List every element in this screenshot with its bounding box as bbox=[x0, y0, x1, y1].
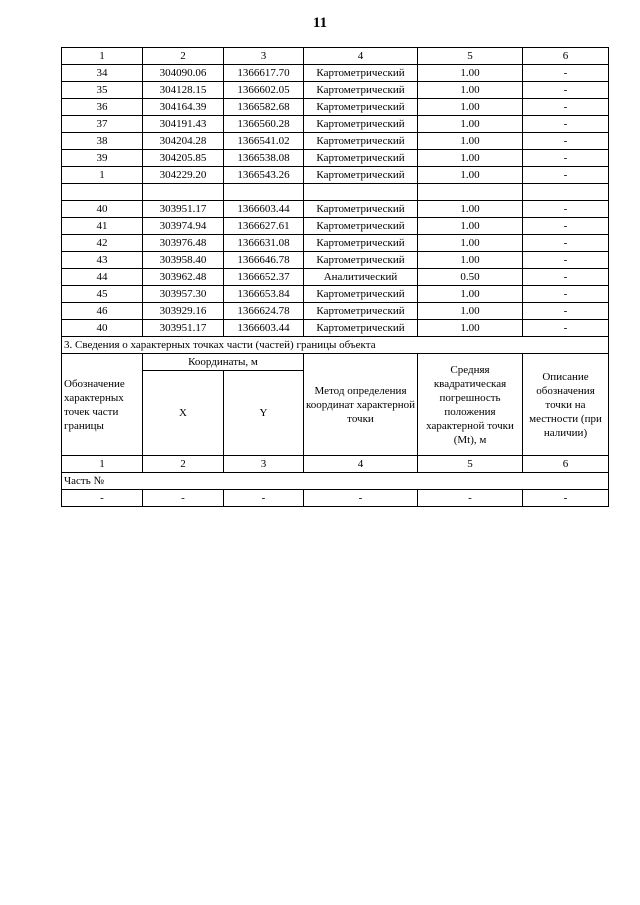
mt-value: 1.00 bbox=[418, 235, 523, 252]
blank-cell bbox=[62, 184, 143, 201]
column-number: 2 bbox=[143, 48, 224, 65]
point-number: 41 bbox=[62, 218, 143, 235]
table-row bbox=[62, 133, 609, 150]
blank-cell bbox=[523, 184, 609, 201]
coord-y: 1366582.68 bbox=[224, 99, 304, 116]
method: Картометрический bbox=[304, 252, 418, 269]
table-row bbox=[62, 269, 609, 286]
mt-value: 1.00 bbox=[418, 82, 523, 99]
description: - bbox=[523, 116, 609, 133]
description: - bbox=[523, 167, 609, 184]
point-number: 44 bbox=[62, 269, 143, 286]
description: - bbox=[523, 303, 609, 320]
column-number: 1 bbox=[62, 48, 143, 65]
coord-y: 1366543.26 bbox=[224, 167, 304, 184]
point-number: 43 bbox=[62, 252, 143, 269]
point-number: 46 bbox=[62, 303, 143, 320]
mt-value: 1.00 bbox=[418, 65, 523, 82]
column-number: 5 bbox=[418, 456, 523, 473]
mt-value: 1.00 bbox=[418, 320, 523, 337]
method: Картометрический bbox=[304, 116, 418, 133]
point-number: 38 bbox=[62, 133, 143, 150]
empty-cell: - bbox=[304, 490, 418, 507]
method: Картометрический bbox=[304, 286, 418, 303]
mt-value: 0.50 bbox=[418, 269, 523, 286]
column-number: 4 bbox=[304, 456, 418, 473]
mt-value: 1.00 bbox=[418, 133, 523, 150]
empty-cell: - bbox=[62, 490, 143, 507]
point-number: 1 bbox=[62, 167, 143, 184]
coord-x: 304205.85 bbox=[143, 150, 224, 167]
mt-value: 1.00 bbox=[418, 286, 523, 303]
coord-x: 304229.20 bbox=[143, 167, 224, 184]
table-row bbox=[62, 116, 609, 133]
column-number: 3 bbox=[224, 456, 304, 473]
blank-cell bbox=[143, 184, 224, 201]
method: Картометрический bbox=[304, 218, 418, 235]
coord-x: 303976.48 bbox=[143, 235, 224, 252]
description: - bbox=[523, 269, 609, 286]
coord-x: 303958.40 bbox=[143, 252, 224, 269]
coord-x: 303974.94 bbox=[143, 218, 224, 235]
method: Аналитический bbox=[304, 269, 418, 286]
empty-cell: - bbox=[224, 490, 304, 507]
table-row bbox=[62, 320, 609, 337]
column-number: 2 bbox=[143, 456, 224, 473]
coord-y: 1366560.28 bbox=[224, 116, 304, 133]
mt-value: 1.00 bbox=[418, 218, 523, 235]
method: Картометрический bbox=[304, 167, 418, 184]
coord-y: 1366541.02 bbox=[224, 133, 304, 150]
description: - bbox=[523, 286, 609, 303]
method: Картометрический bbox=[304, 150, 418, 167]
table-row bbox=[62, 82, 609, 99]
blank-row bbox=[62, 184, 609, 201]
mt-value: 1.00 bbox=[418, 303, 523, 320]
column-number-row bbox=[62, 48, 609, 65]
header-x: X bbox=[143, 371, 224, 456]
coord-y: 1366603.44 bbox=[224, 320, 304, 337]
description: - bbox=[523, 320, 609, 337]
table-row bbox=[62, 201, 609, 218]
column-number: 4 bbox=[304, 48, 418, 65]
coordinates-table bbox=[61, 47, 609, 507]
column-number-row-2 bbox=[62, 456, 609, 473]
column-number: 5 bbox=[418, 48, 523, 65]
empty-cell: - bbox=[143, 490, 224, 507]
coord-x: 304191.43 bbox=[143, 116, 224, 133]
mt-value: 1.00 bbox=[418, 116, 523, 133]
table-row bbox=[62, 65, 609, 82]
table-row bbox=[62, 167, 609, 184]
method: Картометрический bbox=[304, 320, 418, 337]
description: - bbox=[523, 65, 609, 82]
header-point: Обозначение характерных точек части границы bbox=[62, 354, 143, 456]
column-number: 6 bbox=[523, 48, 609, 65]
coord-y: 1366617.70 bbox=[224, 65, 304, 82]
method: Картометрический bbox=[304, 99, 418, 116]
coord-y: 1366652.37 bbox=[224, 269, 304, 286]
point-number: 34 bbox=[62, 65, 143, 82]
description: - bbox=[523, 82, 609, 99]
point-number: 39 bbox=[62, 150, 143, 167]
description: - bbox=[523, 235, 609, 252]
table-row bbox=[62, 252, 609, 269]
method: Картометрический bbox=[304, 133, 418, 150]
column-number: 3 bbox=[224, 48, 304, 65]
section-title: 3. Сведения о характерных точках части (частей) границы объекта bbox=[62, 337, 609, 354]
coord-y: 1366602.05 bbox=[224, 82, 304, 99]
description: - bbox=[523, 99, 609, 116]
coord-y: 1366603.44 bbox=[224, 201, 304, 218]
description: - bbox=[523, 201, 609, 218]
mt-value: 1.00 bbox=[418, 150, 523, 167]
coord-y: 1366653.84 bbox=[224, 286, 304, 303]
part-label: Часть № bbox=[62, 473, 609, 490]
column-number: 1 bbox=[62, 456, 143, 473]
header-mt: Средняя квадратическая погрешность положения характерной точки (Mt), м bbox=[418, 354, 523, 456]
point-number: 42 bbox=[62, 235, 143, 252]
point-number: 36 bbox=[62, 99, 143, 116]
empty-row bbox=[62, 490, 609, 507]
table-row bbox=[62, 303, 609, 320]
method: Картометрический bbox=[304, 303, 418, 320]
table-row bbox=[62, 99, 609, 116]
mt-value: 1.00 bbox=[418, 252, 523, 269]
blank-cell bbox=[224, 184, 304, 201]
coord-x: 304090.06 bbox=[143, 65, 224, 82]
point-number: 37 bbox=[62, 116, 143, 133]
part-row bbox=[62, 473, 609, 490]
header-desc: Описание обозначения точки на местности (при наличии) bbox=[523, 354, 609, 456]
coord-x: 303929.16 bbox=[143, 303, 224, 320]
coord-y: 1366538.08 bbox=[224, 150, 304, 167]
header-method: Метод определения координат характерной точки bbox=[304, 354, 418, 456]
coord-x: 304164.39 bbox=[143, 99, 224, 116]
table-row bbox=[62, 218, 609, 235]
header-row-1 bbox=[62, 354, 609, 371]
description: - bbox=[523, 133, 609, 150]
coord-x: 303957.30 bbox=[143, 286, 224, 303]
coord-x: 303951.17 bbox=[143, 320, 224, 337]
method: Картометрический bbox=[304, 201, 418, 218]
table-row bbox=[62, 150, 609, 167]
coord-x: 303951.17 bbox=[143, 201, 224, 218]
coord-x: 304128.15 bbox=[143, 82, 224, 99]
mt-value: 1.00 bbox=[418, 99, 523, 116]
coord-y: 1366631.08 bbox=[224, 235, 304, 252]
method: Картометрический bbox=[304, 235, 418, 252]
method: Картометрический bbox=[304, 65, 418, 82]
table-row bbox=[62, 286, 609, 303]
column-number: 6 bbox=[523, 456, 609, 473]
point-number: 40 bbox=[62, 320, 143, 337]
description: - bbox=[523, 218, 609, 235]
method: Картометрический bbox=[304, 82, 418, 99]
section-title-row bbox=[62, 337, 609, 354]
coord-y: 1366646.78 bbox=[224, 252, 304, 269]
page-number: 11 bbox=[312, 15, 328, 31]
point-number: 35 bbox=[62, 82, 143, 99]
empty-cell: - bbox=[523, 490, 609, 507]
table-row bbox=[62, 235, 609, 252]
header-coords: Координаты, м bbox=[143, 354, 304, 371]
blank-cell bbox=[418, 184, 523, 201]
coord-x: 304204.28 bbox=[143, 133, 224, 150]
mt-value: 1.00 bbox=[418, 167, 523, 184]
point-number: 40 bbox=[62, 201, 143, 218]
empty-cell: - bbox=[418, 490, 523, 507]
coord-y: 1366624.78 bbox=[224, 303, 304, 320]
blank-cell bbox=[304, 184, 418, 201]
point-number: 45 bbox=[62, 286, 143, 303]
description: - bbox=[523, 150, 609, 167]
coord-y: 1366627.61 bbox=[224, 218, 304, 235]
mt-value: 1.00 bbox=[418, 201, 523, 218]
header-y: Y bbox=[224, 371, 304, 456]
description: - bbox=[523, 252, 609, 269]
coord-x: 303962.48 bbox=[143, 269, 224, 286]
